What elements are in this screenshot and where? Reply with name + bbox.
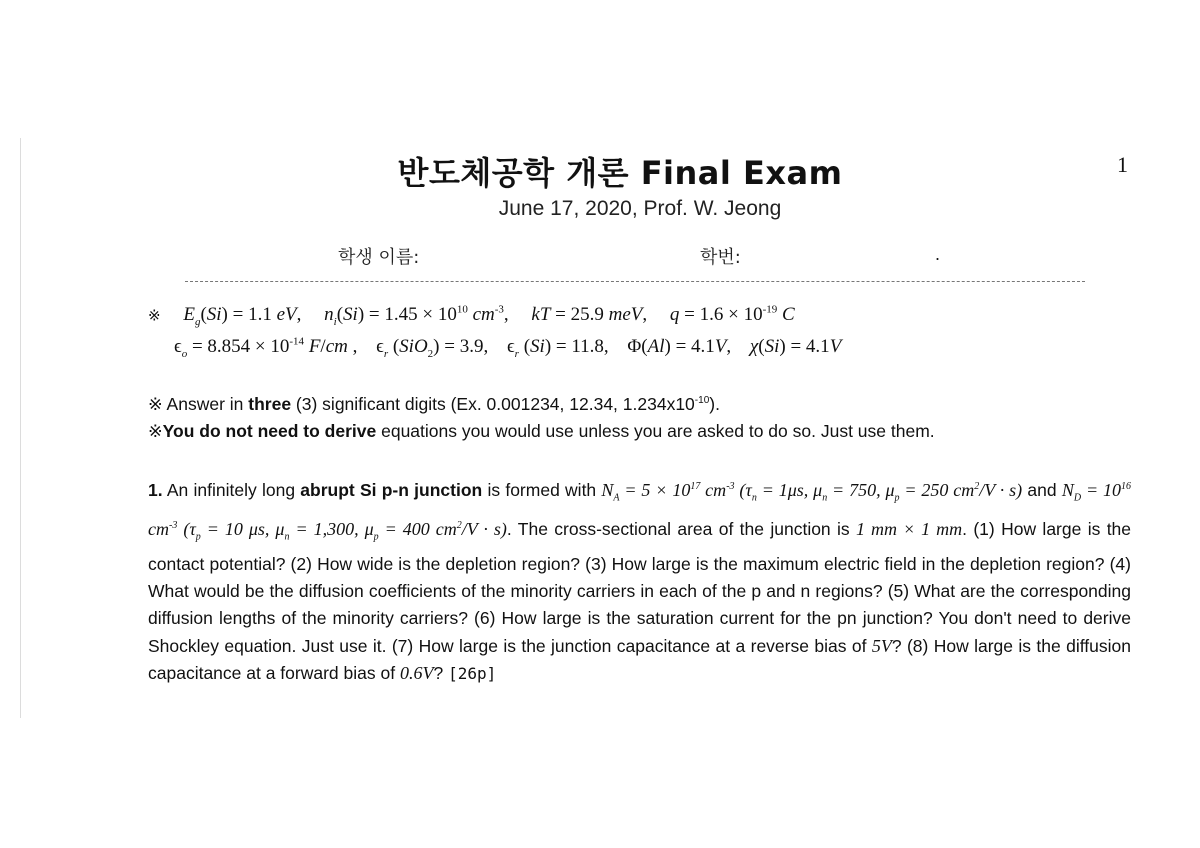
question-text: ? [433,662,444,683]
page-edge-line [20,138,21,718]
question-1 [148,473,1131,687]
constant-q: $q = 1.6 \times 10^{-19}$ C [669,304,795,326]
forward-bias: 0.6V [399,662,434,683]
exam-title: 반도체공학 개론 Final Exam [397,154,843,192]
constant-eps0: $\epsilon_o = 8.854 \times 10^{-14}$ F/cm , [174,336,358,361]
donor-doping-params: $N_D = 10^{16}$ $cm^{-3}$ ($\tau_p = 10$ μs, $\mu_n = 1,300$, $\mu_p = 400$ $cm^2/V \cdot s$) [148,480,1131,543]
reference-mark: ※ [148,308,161,325]
junction-area: 1 mm × 1 mm [856,518,963,539]
constant-ni: $n_i(Si) = 1.45 \times 10^{10}$ $cm^{-3}$, [324,304,509,329]
constants-line-1 [148,304,795,328]
question-text: and [1022,480,1062,500]
question-text: . (1) How large is the contact potential? (2) How wide is the depletion region? (3) How large is the maximum electric field in the depletion region? (4) What would be the diffusion coefficients of the minority carriers in each of the p and n regions? (5) What are the corresponding diffusion lengths of the minority carriers? (6) How large is the saturation current for the pn junction? You don't need to derive Shockley equation. Just use it. (7) How large is the junction capacitance at a reverse bias of [148,518,1132,656]
note-mark: ※ [148,421,163,441]
note-significant-digits [148,394,720,415]
question-number: 1. [148,480,163,500]
reverse-bias: 5V [871,635,892,656]
student-name-label: 학생 이름: [338,247,420,268]
constant-eg: $E_g(Si) = 1.1$ eV, [183,304,302,329]
question-text: is formed with [482,480,602,500]
note-emphasis: three [248,394,292,414]
acceptor-doping-params: $N_A = 5 \times 10^{17}$ $cm^{-3}$ ($\tau_n = 1\mu s$, $\mu_n = 750$, $\mu_p = 250$ $cm^2/V \cdot s$) [601,480,1023,504]
divider [185,281,1085,282]
constant-phi-al: Φ(Al) = 4.1V, [627,336,732,358]
question-emphasis: abrupt Si p-n junction [300,480,483,500]
note-text: ※ Answer in [148,394,249,414]
note-text: (3) significant digits (Ex. 0.001234, 12.34, 1.234x10 [291,394,695,414]
question-text: . The cross-sectional area of the junction is [506,518,857,539]
question-points: [26p] [448,663,497,683]
page-number: 1 [1117,152,1128,177]
constant-eps-sio2: $\epsilon_r$ (SiO$_2$) = 3.9, [376,336,489,361]
question-text: ? (8) How large is the diffusion capacitance at a forward bias of [148,635,1131,683]
note-derivation [148,421,935,442]
exam-subtitle: June 17, 2020, Prof. W. Jeong [498,197,782,220]
note-emphasis: You do not need to derive [162,421,377,441]
student-id-label: 학번: [700,247,741,268]
constants-line-2 [174,336,841,360]
constant-kt: kT = 25.9 meV, [531,304,648,326]
question-text: An infinitely long [162,480,301,500]
note-text: ). [709,394,720,414]
constant-chi-si: χ(Si) = 4.1V [749,336,842,358]
constant-eps-si: $\epsilon_r$ (Si) = 11.8, [506,336,609,361]
trailing-dot: . [935,244,941,264]
note-exponent: -10 [694,395,710,407]
note-text: equations you would use unless you are asked to do so. Just use them. [376,421,935,441]
